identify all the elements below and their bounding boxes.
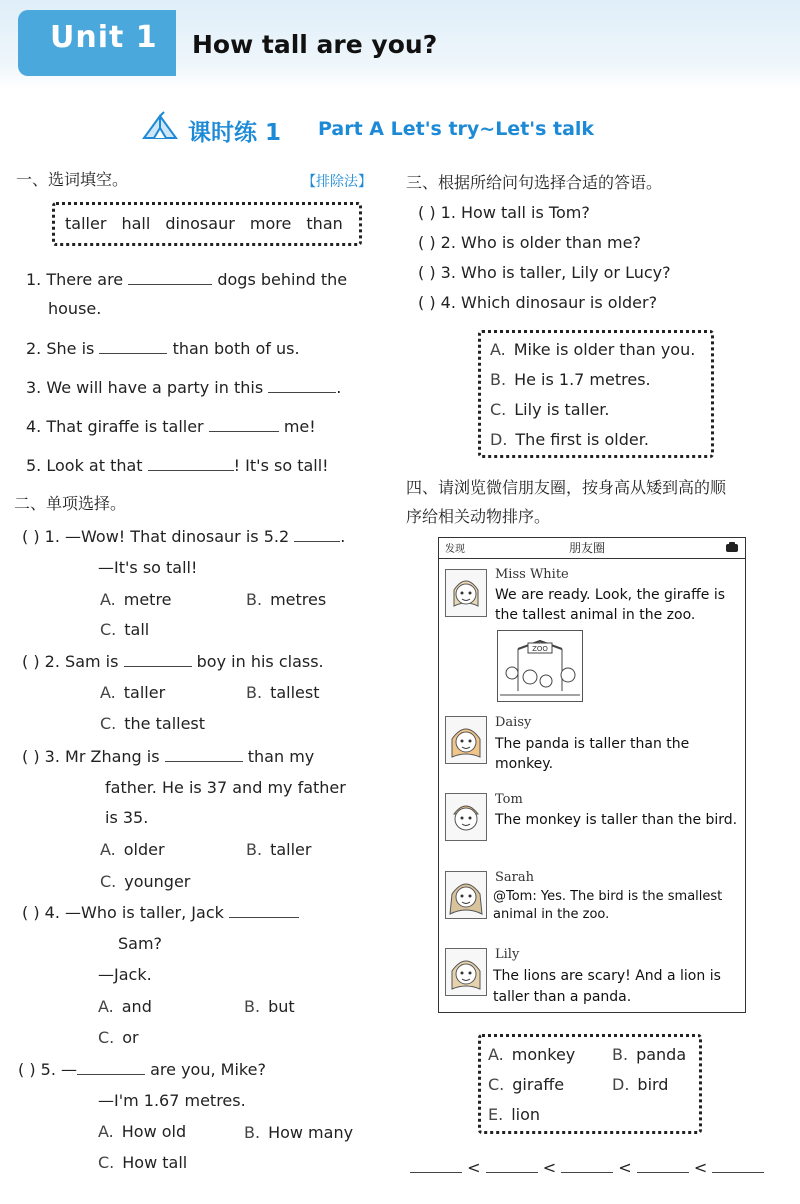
- s1-q2-num: 2.: [26, 339, 42, 358]
- s4-opt-b: [612, 1045, 686, 1065]
- s2-q5-text: —: [61, 1060, 78, 1079]
- opt-letter: C.: [100, 872, 117, 891]
- post-name: Lily: [495, 947, 520, 962]
- order-blank[interactable]: [637, 1158, 689, 1173]
- opt-text: the tallest: [124, 714, 206, 733]
- opt-text: tall: [124, 620, 150, 639]
- post-message: The panda is taller than the monkey.: [495, 736, 690, 772]
- s4-opt-a: [488, 1045, 575, 1065]
- s2-q3-line3: is 35.: [105, 808, 149, 827]
- s2-q5: [18, 1060, 266, 1080]
- s2-q3-text: Mr Zhang is: [65, 747, 160, 766]
- s1-q4: [26, 417, 316, 437]
- s1-q1-after: dogs behind the: [217, 270, 348, 289]
- s2-q1-paren[interactable]: ( ): [22, 527, 40, 546]
- s2-q1-opt-c[interactable]: [100, 620, 149, 640]
- s2-q1-num: 1.: [44, 527, 60, 546]
- avatar: [445, 793, 487, 841]
- opt-letter: B.: [246, 840, 263, 859]
- s1-q4-before: That giraffe is taller: [46, 417, 204, 436]
- s2-q1-opt-b[interactable]: [246, 590, 326, 610]
- s1-q3: [26, 378, 341, 398]
- section3-heading: 三、根据所给问句选择合适的答语。: [406, 173, 663, 192]
- s2-q3-opt-c[interactable]: [100, 872, 190, 892]
- opt-letter: B.: [244, 1123, 261, 1142]
- s1-q5-num: 5.: [26, 456, 42, 475]
- post-message: The monkey is taller than the bird.: [495, 812, 738, 828]
- opt-letter: C.: [490, 400, 507, 419]
- s1-q1-line2: house.: [48, 299, 102, 318]
- opt-letter: C.: [100, 620, 117, 639]
- s2-q3-opt-b[interactable]: [246, 840, 311, 860]
- opt-letter: C.: [488, 1075, 505, 1094]
- opt-letter: B.: [246, 590, 263, 609]
- s1-q2-after: than both of us.: [172, 339, 300, 358]
- wechat-title: 朋友圈: [569, 541, 606, 555]
- opt-text: metres: [270, 590, 327, 609]
- s1-q1-blank[interactable]: [128, 270, 212, 285]
- s3-answer-a: [490, 340, 695, 360]
- opt-letter: A.: [488, 1045, 504, 1064]
- opt-letter: B.: [612, 1045, 629, 1064]
- s2-q3-opt-a[interactable]: [100, 840, 165, 860]
- s3-answer-c: [490, 400, 610, 420]
- s2-q2-num: 2.: [44, 652, 60, 671]
- s2-q5-blank[interactable]: [77, 1060, 145, 1075]
- boy-face-icon: [446, 794, 486, 840]
- opt-letter: C.: [98, 1153, 115, 1172]
- section1-heading: 一、选词填空。: [16, 170, 129, 189]
- s4-order-line: [410, 1158, 764, 1178]
- opt-letter: D.: [612, 1075, 630, 1094]
- opt-text: taller: [270, 840, 312, 859]
- less-than-sign: <: [693, 1158, 708, 1177]
- s1-q1: [26, 270, 347, 290]
- s2-q5-opt-c[interactable]: [98, 1153, 187, 1173]
- section4-heading-line1: 四、请浏览微信朋友圈，按身高从矮到高的顺: [406, 478, 727, 497]
- s2-q4-line3: —Jack.: [98, 965, 152, 984]
- s2-q3-line2: father. He is 37 and my father: [105, 778, 346, 797]
- s1-q3-num: 3.: [26, 378, 42, 397]
- s2-q1-text: —Wow! That dinosaur is 5.2: [65, 527, 290, 546]
- s2-q4-text: —Who is taller, Jack: [65, 903, 224, 922]
- opt-text: lion: [511, 1105, 541, 1124]
- s2-q2-text: Sam is: [65, 652, 119, 671]
- opt-text: or: [122, 1028, 139, 1047]
- s2-q4-line2: Sam?: [118, 934, 163, 953]
- s2-q4-opt-a[interactable]: [98, 997, 152, 1017]
- girl-face-icon: [446, 872, 486, 918]
- opt-letter: A.: [100, 683, 116, 702]
- avatar: [445, 871, 487, 919]
- s2-q1-blank[interactable]: [294, 527, 340, 542]
- opt-text: How many: [268, 1123, 354, 1142]
- tent-icon: [140, 110, 184, 142]
- s1-q1-num: 1.: [26, 270, 42, 289]
- opt-letter: E.: [488, 1105, 504, 1124]
- s2-q3: [22, 747, 314, 767]
- opt-text: bird: [637, 1075, 669, 1094]
- opt-text: The first is older.: [515, 430, 649, 449]
- s2-q5-line2: —I'm 1.67 metres.: [98, 1091, 246, 1110]
- avatar: [445, 569, 487, 617]
- s3-q2[interactable]: ( ) 2. Who is older than me?: [418, 233, 641, 252]
- s1-q5: [26, 456, 329, 476]
- s2-q3-paren[interactable]: ( ): [22, 747, 40, 766]
- s2-q5-paren[interactable]: ( ): [18, 1060, 36, 1079]
- camera-icon: [725, 541, 739, 553]
- post-message: @Tom: Yes. The bird is the smallest animal in the zoo.: [493, 889, 723, 922]
- s2-q2-text-end: boy in his class.: [196, 652, 324, 671]
- opt-letter: C.: [98, 1028, 115, 1047]
- opt-text: but: [268, 997, 295, 1016]
- s2-q3-blank[interactable]: [165, 747, 243, 762]
- s2-q4-num: 4.: [44, 903, 60, 922]
- s1-q3-blank[interactable]: [268, 378, 336, 393]
- word-bank: [52, 202, 362, 246]
- s1-q4-after: me!: [283, 417, 316, 436]
- s1-q3-before: We will have a party in this: [46, 378, 264, 397]
- avatar: [445, 716, 487, 764]
- s1-q1-before: There are: [46, 270, 124, 289]
- opt-text: giraffe: [512, 1075, 565, 1094]
- order-blank[interactable]: [410, 1158, 462, 1173]
- s2-q4: [22, 903, 299, 923]
- s1-q5-blank[interactable]: [148, 456, 234, 471]
- post-name: Miss White: [495, 567, 569, 582]
- s2-q1: [22, 527, 345, 547]
- order-blank[interactable]: [486, 1158, 538, 1173]
- s2-q5-opt-b[interactable]: [244, 1123, 353, 1143]
- s2-q5-text-end: are you, Mike?: [150, 1060, 266, 1079]
- opt-text: older: [123, 840, 165, 859]
- opt-text: He is 1.7 metres.: [514, 370, 651, 389]
- s2-q3-text-end: than my: [247, 747, 315, 766]
- s2-q2-opt-c[interactable]: [100, 714, 205, 734]
- wechat-topbar: [439, 538, 745, 559]
- s2-q2-blank[interactable]: [124, 652, 192, 667]
- s2-q2: [22, 652, 324, 672]
- less-than-sign: <: [542, 1158, 557, 1177]
- s2-q4-blank[interactable]: [229, 903, 299, 918]
- wechat-moments: [438, 537, 746, 1013]
- post-name: Sarah: [495, 870, 534, 885]
- avatar: [445, 948, 487, 996]
- less-than-sign: <: [467, 1158, 481, 1177]
- post-name: Daisy: [495, 715, 532, 730]
- opt-letter: B.: [490, 370, 507, 389]
- s2-q5-opt-a[interactable]: [98, 1122, 186, 1142]
- lesson-title: 课时练 1: [188, 120, 282, 146]
- opt-letter: A.: [100, 590, 116, 609]
- girl-face-icon: [446, 949, 486, 995]
- section2-heading: 二、单项选择。: [14, 494, 127, 513]
- order-blank[interactable]: [561, 1158, 613, 1173]
- opt-text: How old: [121, 1122, 187, 1141]
- s2-q5-num: 5.: [40, 1060, 56, 1079]
- opt-letter: B.: [244, 997, 261, 1016]
- opt-letter: A.: [100, 840, 116, 859]
- zoo-sign: ZOO: [532, 645, 548, 653]
- zoo-animals-icon: [498, 631, 582, 701]
- s2-q4-paren[interactable]: ( ): [22, 903, 40, 922]
- s2-q1-line2: —It's so tall!: [98, 558, 198, 577]
- s4-opt-c: [488, 1075, 564, 1095]
- s1-q4-num: 4.: [26, 417, 42, 436]
- word-bank-words: taller hall dinosaur more than: [65, 214, 343, 233]
- lesson-title-row: [140, 108, 620, 148]
- s1-q4-blank[interactable]: [209, 417, 279, 432]
- less-than-sign: <: [618, 1158, 632, 1177]
- opt-letter: D.: [490, 430, 508, 449]
- opt-text: taller: [123, 683, 166, 702]
- s3-answer-b: [490, 370, 651, 390]
- girl-face-icon: [446, 570, 486, 616]
- post-name: Tom: [495, 792, 523, 807]
- s2-q1-opt-a[interactable]: [100, 590, 172, 610]
- s3-q3[interactable]: ( ) 3. Who is taller, Lily or Lucy?: [418, 263, 671, 282]
- opt-letter: C.: [100, 714, 117, 733]
- s3-answer-d: [490, 430, 649, 450]
- opt-letter: A.: [490, 340, 506, 359]
- s1-q2: [26, 339, 300, 359]
- order-blank[interactable]: [712, 1158, 764, 1173]
- opt-text: metre: [123, 590, 172, 609]
- s2-q4-opt-b[interactable]: [244, 997, 295, 1017]
- s1-q2-before: She is: [46, 339, 95, 358]
- s2-q2-opt-a[interactable]: [100, 683, 165, 703]
- post-message: The lions are scary! And a lion is taller than a panda.: [493, 968, 721, 1005]
- s1-q2-blank[interactable]: [99, 339, 167, 354]
- s1-q5-after: ! It's so tall!: [233, 456, 329, 475]
- s1-q5-before: Look at that: [46, 456, 143, 475]
- opt-text: and: [121, 997, 152, 1016]
- s2-q2-paren[interactable]: ( ): [22, 652, 40, 671]
- section1-method: 【排除法】: [302, 174, 372, 190]
- girl-face-icon: [446, 717, 486, 763]
- section4-heading-line2: 序给相关动物排序。: [406, 507, 551, 526]
- post-message: We are ready. Look, the giraffe is the tallest animal in the zoo.: [495, 587, 726, 623]
- s3-q4[interactable]: ( ) 4. Which dinosaur is older?: [418, 293, 658, 312]
- s4-opt-d: [612, 1075, 668, 1095]
- opt-text: panda: [636, 1045, 687, 1064]
- lesson-subtitle: Part A Let's try~Let's talk: [318, 118, 595, 140]
- wechat-discover-label: 发现: [445, 544, 465, 555]
- opt-text: Lily is taller.: [514, 400, 610, 419]
- opt-text: How tall: [122, 1153, 188, 1172]
- opt-text: tallest: [270, 683, 320, 702]
- opt-text: Mike is older than you.: [513, 340, 696, 359]
- s3-q1[interactable]: ( ) 1. How tall is Tom?: [418, 203, 590, 222]
- s2-q3-num: 3.: [44, 747, 60, 766]
- opt-letter: A.: [98, 997, 114, 1016]
- opt-text: younger: [124, 872, 191, 891]
- opt-letter: A.: [98, 1122, 114, 1141]
- s1-q3-after: .: [336, 378, 342, 397]
- s2-q1-text-end: .: [340, 527, 346, 546]
- zoo-picture: [497, 630, 583, 702]
- s2-q4-opt-c[interactable]: [98, 1028, 139, 1048]
- s4-opt-e: [488, 1105, 540, 1125]
- opt-text: monkey: [511, 1045, 576, 1064]
- unit-title: How tall are you?: [192, 30, 438, 59]
- s2-q2-opt-b[interactable]: [246, 683, 319, 703]
- opt-letter: B.: [246, 683, 263, 702]
- unit-label: Unit 1: [50, 20, 158, 55]
- page-header: [0, 0, 800, 90]
